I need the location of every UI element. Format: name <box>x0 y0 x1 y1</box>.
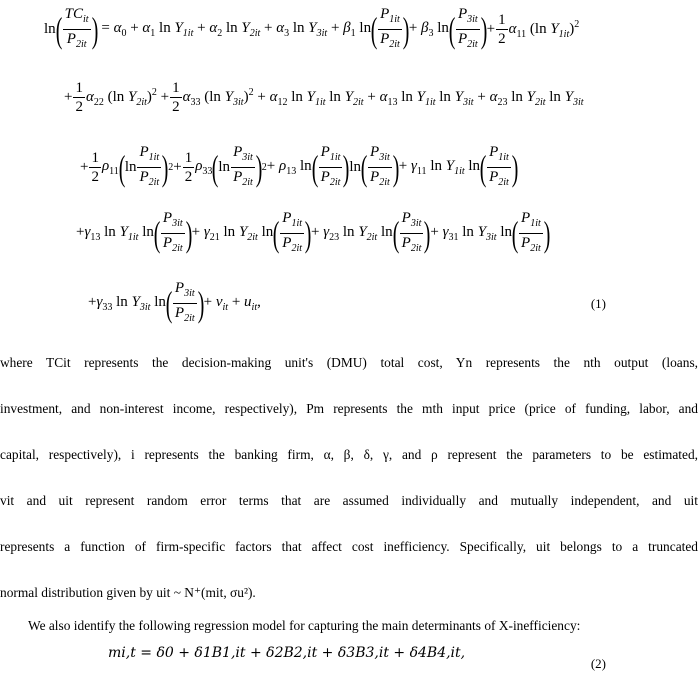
paragraph-line-1: where TCit represents the decision-making unit's (DMU) total cost, Yn represents the nth output (loans, <box>0 355 698 370</box>
definitions-paragraph <box>0 340 698 616</box>
equation-2-number: (2) <box>590 656 606 671</box>
paragraph-line-5: represents a function of firm-specific factors that affect cost inefficiency. Specifically, uit belongs to a truncated <box>0 539 698 554</box>
paragraph-line-6: normal distribution given by uit ~ N⁺(mit, σu²). <box>0 585 256 600</box>
equation-1-line-2: + $\frac{1}{2}$ $\alpha_{22}$ (ln $Y_{2it})^2$ + $\frac{1}{2}$ $\alpha_{33}$ (ln $Y_{3it})^2 + \alpha_{12}$ $\ln Y_{1it}$ $\ln Y_{2it} + \alpha_{13}$ $\ln Y_{1it}$ $\ln Y_{3it} + \alpha_{23}$ $\ln Y_{2it}$ $\ln Y_{3it}$ <box>64 80 584 115</box>
equation-1-line-3: + $\frac{1}{2}$ $\rho_{11}$ ( ln $\frac{P_{1it}}{P_{2it}}$ ) 2 + $\frac{1}{2}$ $\rho_{33}$ ( ln $\frac{P_{3it}}{P_{2it}}$ ) 2 + $\rho_{13}$ ln ( $\frac{P_{1it}}{P_{2it}}$ ) ln ( $\frac{P_{3it}}{P_{2it}}$ ) + $\gamma_{11}$ $\ln Y_{1it}$ ln ( $\frac{P_{1it}}{P_{2it}}$ ) <box>80 144 519 188</box>
equation-1-line-4: $+\gamma_{13}$ $\ln Y_{1it}$ ln ( $\frac{P_{3it}}{P_{2it}}$ ) + $\gamma_{21}$ $\ln Y_{2it}$ ln ( $\frac{P_{1it}}{P_{2it}}$ ) + $\gamma_{23}$ $\ln Y_{2it}$ ln ( $\frac{P_{3it}}{P_{2it}}$ ) + $\gamma_{31}$ $\ln Y_{3it}$ ln ( $\frac{P_{1it}}{P_{2it}}$ ) <box>76 210 551 254</box>
equation-1-line-1: ln ( $\frac{TC_{it}}{P_{2it}}$ ) = $\alpha_0 + \alpha_1$ $\ln Y_{1it} + \alpha_2$ $\ln Y_{2it} + \alpha_3$ $\ln Y_{3it} + \beta_1$ ln ( $\frac{P_{1it}}{P_{2it}}$ ) + $\beta_3$ ln ( $\frac{P_{3it}}{P_{2it}}$ ) + $\frac{1}{2}$ $\alpha_{11}$ (ln $Y_{1it})^2$ <box>44 6 580 50</box>
equation-2: mi,t = δ0 + δ1B1,it + δ2B2,it + δ3B3,it + δ4B4,it, <box>108 645 466 661</box>
equation-1-number: (1) <box>590 296 606 311</box>
intro-sentence: We also identify the following regression model for capturing the main determinants of X-inefficiency: <box>28 618 581 633</box>
equation-1-line-5: $+\gamma_{33}$ $\ln Y_{3it}$ ln ( $\frac{P_{3it}}{P_{2it}}$ ) + $v_{it} + u_{it}$, <box>88 280 261 324</box>
paragraph-line-4: vit and uit represent random error terms that are assumed individually and mutually independent, and uit <box>0 493 698 508</box>
paragraph-line-3: capital, respectively), i represents the banking firm, α, β, δ, γ, and ρ represent the parameters to be estimated, <box>0 447 698 462</box>
paragraph-line-2: investment, and non-interest income, respectively), Pm represents the mth input price (price of funding, labor, and <box>0 401 698 416</box>
